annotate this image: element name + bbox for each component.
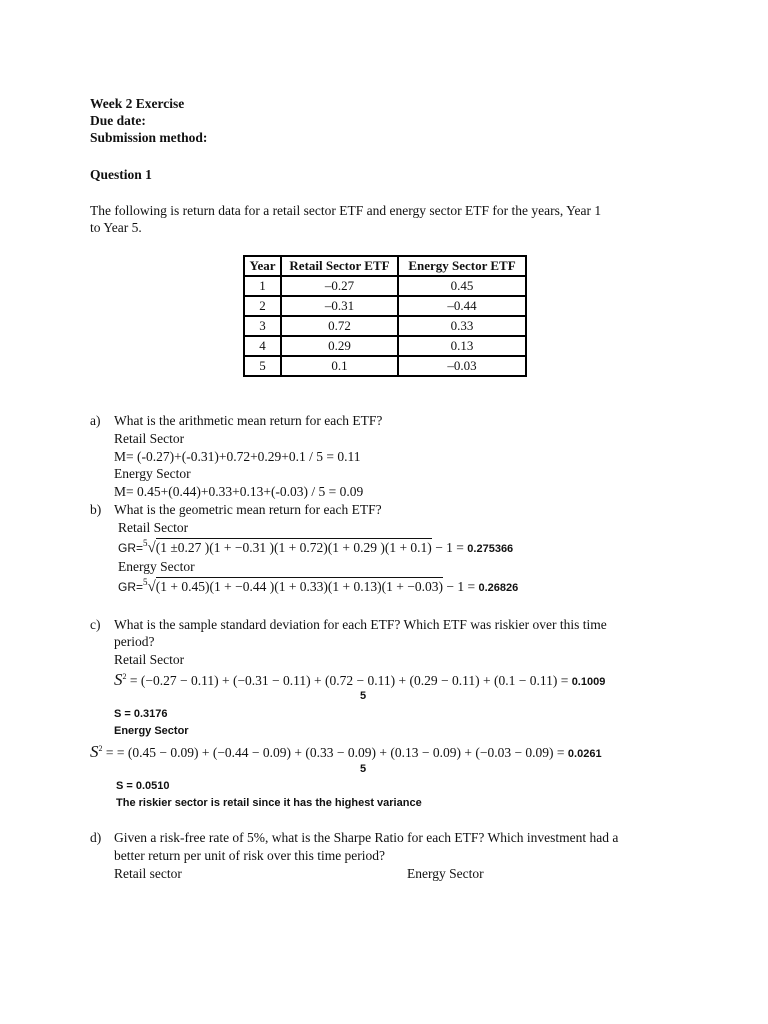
table-cell: 0.13: [398, 336, 526, 356]
retail-standard-deviation: S = 0.3176: [114, 708, 168, 720]
table-row: [244, 296, 526, 316]
part-a-label: a): [90, 413, 101, 428]
submission-method-label: Submission method:: [90, 130, 208, 145]
due-date-label: Due date:: [90, 113, 146, 128]
gr-prefix: GR=: [118, 541, 144, 555]
question-heading: Question 1: [90, 167, 152, 182]
part-d-retail-label: Retail sector: [114, 866, 182, 881]
retail-tail: − 1 =: [435, 540, 464, 555]
table-cell: 5: [244, 356, 281, 376]
header-energy: Energy Sector ETF: [398, 256, 526, 276]
part-b-energy-label: Energy Sector: [118, 559, 195, 574]
table-cell: 0.29: [281, 336, 398, 356]
table-cell: 4: [244, 336, 281, 356]
retail-radicand: (1 ±0.27 )(1 + −0.31 )(1 + 0.72)(1 + 0.29 )(1 + 0.1): [155, 540, 432, 555]
energy-variance-formula: $S^2$ = = (0.45 − 0.09) + (−0.44 − 0.09) + (0.33 − 0.09) + (0.13 − 0.09) + (−0.03 − 0.09) = 0.0261: [90, 742, 602, 761]
table-cell: 1: [244, 276, 281, 296]
table-cell: –0.03: [398, 356, 526, 376]
part-d-label: d): [90, 830, 102, 845]
root-index: 5: [143, 538, 148, 548]
retail-variance-result: 0.1009: [571, 676, 606, 688]
part-c-energy-label: Energy Sector: [114, 725, 189, 737]
energy-variance-result: 0.0261: [567, 748, 602, 760]
energy-variance-denominator: 5: [360, 763, 367, 775]
retail-variance-denominator: 5: [360, 690, 367, 702]
radical-icon: √: [147, 579, 156, 595]
root-index: 5: [143, 577, 148, 587]
riskier-sector-conclusion: The riskier sector is retail since it has the highest variance: [116, 797, 422, 809]
part-c-question-line-2: period?: [114, 634, 155, 649]
table-cell: –0.27: [281, 276, 398, 296]
retail-geometric-formula: [118, 538, 513, 557]
header-year: Year: [244, 256, 281, 276]
table-cell: 0.33: [398, 316, 526, 336]
part-a-retail-label: Retail Sector: [114, 431, 185, 446]
header-retail: Retail Sector ETF: [281, 256, 398, 276]
part-a-question: What is the arithmetic mean return for each ETF?: [114, 413, 383, 428]
intro-text-line-2: to Year 5.: [90, 220, 142, 235]
energy-geometric-formula: [118, 577, 518, 596]
part-b-retail-label: Retail Sector: [118, 520, 189, 535]
table-cell: 3: [244, 316, 281, 336]
table-cell: –0.31: [281, 296, 398, 316]
table-cell: 0.72: [281, 316, 398, 336]
part-c-label: c): [90, 617, 101, 632]
retail-geometric-result: 0.275366: [467, 543, 514, 555]
table-cell: 0.1: [281, 356, 398, 376]
part-c-question-line-1: What is the sample standard deviation for each ETF? Which ETF was riskier over this time: [114, 617, 607, 632]
gr-prefix: GR=: [118, 580, 144, 594]
part-b-label: b): [90, 502, 102, 517]
table-header-row: [244, 256, 526, 276]
radical-icon: √: [147, 540, 156, 556]
part-d-question-line-2: better return per unit of risk over this time period?: [114, 848, 386, 863]
part-d-question-line-1: Given a risk-free rate of 5%, what is the Sharpe Ratio for each ETF? Which investment had a: [114, 830, 619, 845]
table-row: [244, 316, 526, 336]
part-a-energy-label: Energy Sector: [114, 466, 191, 481]
part-d-energy-label: Energy Sector: [407, 866, 484, 881]
energy-tail: − 1 =: [446, 579, 476, 594]
energy-standard-deviation: S = 0.0510: [116, 780, 170, 792]
retail-variance-numerator: = (−0.27 − 0.11) + (−0.31 − 0.11) + (0.72 − 0.11) + (0.29 − 0.11) + (0.1 − 0.11) =: [129, 673, 569, 688]
s-squared-symbol: S: [114, 670, 123, 689]
table-row: [244, 276, 526, 296]
energy-variance-numerator: = = (0.45 − 0.09) + (−0.44 − 0.09) + (0.33 − 0.09) + (0.13 − 0.09) + (−0.03 − 0.09) =: [105, 745, 565, 760]
part-a-energy-formula: M= 0.45+(0.44)+0.33+0.13+(-0.03) / 5 = 0.09: [114, 484, 364, 499]
table-cell: 0.45: [398, 276, 526, 296]
energy-radicand: (1 + 0.45)(1 + −0.44 )(1 + 0.33)(1 + 0.13)(1 + −0.03): [155, 579, 444, 594]
part-b-question: What is the geometric mean return for each ETF?: [114, 502, 382, 517]
retail-variance-formula: $S^2 = (-0.27 - 0.11) + (-0.31 - 0.11) + (0.72 - 0.11) + (0.29 - 0.11) + (0.1 - 0.11) = 0.1009$: [114, 670, 606, 689]
part-c-retail-label: Retail Sector: [114, 652, 185, 667]
table-row: [244, 336, 526, 356]
etf-return-table: [243, 255, 527, 377]
table-cell: –0.44: [398, 296, 526, 316]
document-title: Week 2 Exercise: [90, 96, 185, 111]
table-row: [244, 356, 526, 376]
energy-geometric-result: 0.26826: [478, 582, 519, 594]
table-cell: 2: [244, 296, 281, 316]
part-a-retail-formula: M= (-0.27)+(-0.31)+0.72+0.29+0.1 / 5 = 0.11: [114, 449, 361, 464]
s-squared-symbol: S: [90, 742, 99, 761]
intro-text-line-1: The following is return data for a retail sector ETF and energy sector ETF for the years, Year 1: [90, 203, 602, 218]
